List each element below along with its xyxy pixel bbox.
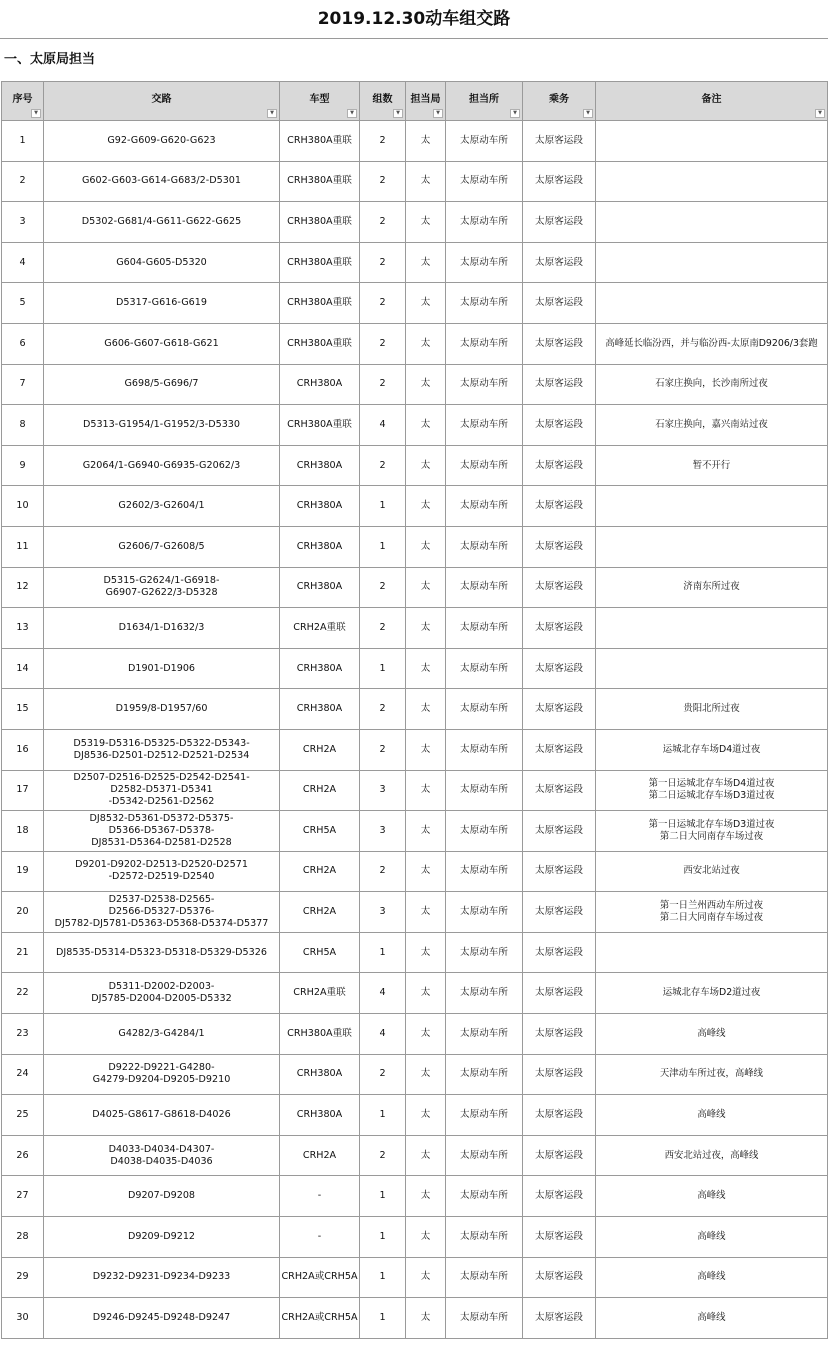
cell-note[interactable]: 高峰线: [596, 1298, 828, 1339]
header-row: [2, 82, 828, 121]
cell-bureau[interactable]: 太: [406, 526, 446, 567]
cell-type[interactable]: -: [280, 1217, 360, 1258]
cell-bureau[interactable]: 太: [406, 648, 446, 689]
cell-note[interactable]: 石家庄换向，长沙南所过夜: [596, 364, 828, 405]
cell-route[interactable]: D5302-G681/4-G611-G622-G625: [44, 202, 280, 243]
cell-sets[interactable]: 1: [360, 1176, 406, 1217]
cell-depot[interactable]: 太原动车所: [446, 1176, 523, 1217]
table-row: [2, 121, 828, 162]
cell-bureau[interactable]: 太: [406, 161, 446, 202]
column-header-bureau: 担当局 ▼: [406, 82, 446, 121]
cell-no[interactable]: 27: [2, 1176, 44, 1217]
cell-no[interactable]: 11: [2, 526, 44, 567]
table-row: [2, 445, 828, 486]
cell-route[interactable]: G606-G607-G618-G621: [44, 323, 280, 364]
cell-note[interactable]: 西安北站过夜，高峰线: [596, 1135, 828, 1176]
cell-sets[interactable]: 2: [360, 567, 406, 608]
filter-dropdown-icon[interactable]: ▼: [815, 109, 825, 118]
cell-depot[interactable]: 太原动车所: [446, 1257, 523, 1298]
cell-route[interactable]: G2064/1-G6940-G6935-G2062/3: [44, 445, 280, 486]
cell-type[interactable]: CRH380A重联: [280, 121, 360, 162]
cell-crew[interactable]: 太原客运段: [523, 1014, 596, 1055]
cell-crew[interactable]: 太原客运段: [523, 770, 596, 811]
cell-type[interactable]: -: [280, 1176, 360, 1217]
cell-type[interactable]: CRH380A重联: [280, 283, 360, 324]
cell-no[interactable]: 25: [2, 1095, 44, 1136]
cell-bureau[interactable]: 太: [406, 770, 446, 811]
table-row: [2, 648, 828, 689]
cell-route[interactable]: D1901-D1906: [44, 648, 280, 689]
cell-sets[interactable]: 2: [360, 608, 406, 649]
cell-route[interactable]: D9222-D9221-G4280- G4279-D9204-D9205-D9210: [44, 1054, 280, 1095]
table-row: [2, 851, 828, 892]
column-header-note: 备注 ▼: [596, 82, 828, 121]
cell-crew[interactable]: 太原客运段: [523, 364, 596, 405]
cell-depot[interactable]: 太原动车所: [446, 242, 523, 283]
cell-type[interactable]: CRH2A或CRH5A: [280, 1257, 360, 1298]
cell-no[interactable]: 17: [2, 770, 44, 811]
table-row: [2, 689, 828, 730]
cell-note[interactable]: [596, 648, 828, 689]
cell-crew[interactable]: 太原客运段: [523, 526, 596, 567]
table-row: [2, 1298, 828, 1339]
cell-bureau[interactable]: 太: [406, 1257, 446, 1298]
table-row: [2, 1135, 828, 1176]
table-row: [2, 323, 828, 364]
cell-bureau[interactable]: 太: [406, 689, 446, 730]
cell-sets[interactable]: 1: [360, 932, 406, 973]
cell-depot[interactable]: 太原动车所: [446, 608, 523, 649]
cell-crew[interactable]: 太原客运段: [523, 729, 596, 770]
cell-depot[interactable]: 太原动车所: [446, 1095, 523, 1136]
cell-no[interactable]: 24: [2, 1054, 44, 1095]
cell-sets[interactable]: 2: [360, 851, 406, 892]
cell-route[interactable]: D9209-D9212: [44, 1217, 280, 1258]
cell-bureau[interactable]: 太: [406, 283, 446, 324]
filter-dropdown-icon[interactable]: ▼: [583, 109, 593, 118]
table-row: [2, 161, 828, 202]
cell-crew[interactable]: 太原客运段: [523, 973, 596, 1014]
cell-note[interactable]: [596, 242, 828, 283]
cell-note[interactable]: [596, 526, 828, 567]
cell-route[interactable]: D4025-G8617-G8618-D4026: [44, 1095, 280, 1136]
cell-depot[interactable]: 太原动车所: [446, 729, 523, 770]
cell-sets[interactable]: 1: [360, 1095, 406, 1136]
cell-note[interactable]: 运城北存车场D2道过夜: [596, 973, 828, 1014]
cell-sets[interactable]: 2: [360, 121, 406, 162]
cell-depot[interactable]: 太原动车所: [446, 283, 523, 324]
cell-note[interactable]: 第一日运城北存车场D3道过夜 第二日大同南存车场过夜: [596, 811, 828, 852]
cell-type[interactable]: CRH2A: [280, 851, 360, 892]
cell-no[interactable]: 20: [2, 892, 44, 933]
cell-crew[interactable]: 太原客运段: [523, 567, 596, 608]
cell-note[interactable]: 高峰线: [596, 1176, 828, 1217]
table-row: [2, 1054, 828, 1095]
cell-note[interactable]: 高峰线: [596, 1257, 828, 1298]
table-row: [2, 567, 828, 608]
cell-sets[interactable]: 2: [360, 283, 406, 324]
cell-type[interactable]: CRH2A或CRH5A: [280, 1298, 360, 1339]
cell-sets[interactable]: 2: [360, 729, 406, 770]
cell-route[interactable]: G604-G605-D5320: [44, 242, 280, 283]
cell-no[interactable]: 14: [2, 648, 44, 689]
cell-type[interactable]: CRH2A: [280, 770, 360, 811]
cell-sets[interactable]: 2: [360, 689, 406, 730]
cell-route[interactable]: D5315-G2624/1-G6918- G6907-G2622/3-D5328: [44, 567, 280, 608]
filter-dropdown-icon[interactable]: ▼: [433, 109, 443, 118]
cell-no[interactable]: 19: [2, 851, 44, 892]
cell-note[interactable]: 运城北存车场D4道过夜: [596, 729, 828, 770]
cell-sets[interactable]: 4: [360, 973, 406, 1014]
cell-route[interactable]: D9207-D9208: [44, 1176, 280, 1217]
cell-route[interactable]: D9246-D9245-D9248-D9247: [44, 1298, 280, 1339]
cell-sets[interactable]: 2: [360, 323, 406, 364]
cell-crew[interactable]: 太原客运段: [523, 1217, 596, 1258]
cell-depot[interactable]: 太原动车所: [446, 1217, 523, 1258]
cell-sets[interactable]: 4: [360, 1014, 406, 1055]
cell-crew[interactable]: 太原客运段: [523, 1095, 596, 1136]
table-row: [2, 283, 828, 324]
cell-route[interactable]: D5313-G1954/1-G1952/3-D5330: [44, 405, 280, 446]
table-row: [2, 1257, 828, 1298]
cell-sets[interactable]: 1: [360, 1217, 406, 1258]
cell-type[interactable]: CRH380A: [280, 364, 360, 405]
cell-route[interactable]: G602-G603-G614-G683/2-D5301: [44, 161, 280, 202]
cell-bureau[interactable]: 太: [406, 405, 446, 446]
cell-no[interactable]: 29: [2, 1257, 44, 1298]
cell-sets[interactable]: 2: [360, 242, 406, 283]
cell-crew[interactable]: 太原客运段: [523, 932, 596, 973]
cell-type[interactable]: CRH380A重联: [280, 242, 360, 283]
cell-crew[interactable]: 太原客运段: [523, 892, 596, 933]
cell-route[interactable]: G92-G609-G620-G623: [44, 121, 280, 162]
cell-type[interactable]: CRH380A: [280, 1054, 360, 1095]
table-row: [2, 729, 828, 770]
cell-note[interactable]: 暂不开行: [596, 445, 828, 486]
cell-crew[interactable]: 太原客运段: [523, 242, 596, 283]
cell-no[interactable]: 8: [2, 405, 44, 446]
column-header-type: 车型 ▼: [280, 82, 360, 121]
table-row: [2, 1095, 828, 1136]
cell-sets[interactable]: 1: [360, 648, 406, 689]
cell-depot[interactable]: 太原动车所: [446, 932, 523, 973]
cell-route[interactable]: D5317-G616-G619: [44, 283, 280, 324]
cell-depot[interactable]: 太原动车所: [446, 405, 523, 446]
cell-depot[interactable]: 太原动车所: [446, 851, 523, 892]
cell-sets[interactable]: 3: [360, 770, 406, 811]
table-row: [2, 486, 828, 527]
cell-type[interactable]: CRH380A重联: [280, 405, 360, 446]
cell-crew[interactable]: 太原客运段: [523, 323, 596, 364]
cell-route[interactable]: G4282/3-G4284/1: [44, 1014, 280, 1055]
table-row: [2, 526, 828, 567]
cell-no[interactable]: 13: [2, 608, 44, 649]
cell-no[interactable]: 22: [2, 973, 44, 1014]
cell-note[interactable]: 石家庄换向，嘉兴南站过夜: [596, 405, 828, 446]
cell-note[interactable]: 高峰线: [596, 1095, 828, 1136]
cell-route[interactable]: D2507-D2516-D2525-D2542-D2541- D2582-D5371-D5341 -D5342-D2561-D2562: [44, 770, 280, 811]
cell-crew[interactable]: 太原客运段: [523, 121, 596, 162]
cell-crew[interactable]: 太原客运段: [523, 405, 596, 446]
column-header-crew: 乘务 ▼: [523, 82, 596, 121]
cell-no[interactable]: 4: [2, 242, 44, 283]
cell-bureau[interactable]: 太: [406, 1095, 446, 1136]
table-row: [2, 932, 828, 973]
cell-route[interactable]: D1959/8-D1957/60: [44, 689, 280, 730]
cell-note[interactable]: 贵阳北所过夜: [596, 689, 828, 730]
cell-crew[interactable]: 太原客运段: [523, 202, 596, 243]
cell-bureau[interactable]: 太: [406, 1298, 446, 1339]
cell-bureau[interactable]: 太: [406, 242, 446, 283]
cell-note[interactable]: [596, 608, 828, 649]
cell-no[interactable]: 6: [2, 323, 44, 364]
cell-bureau[interactable]: 太: [406, 486, 446, 527]
cell-no[interactable]: 9: [2, 445, 44, 486]
cell-type[interactable]: CRH5A: [280, 811, 360, 852]
cell-type[interactable]: CRH380A: [280, 689, 360, 730]
cell-crew[interactable]: 太原客运段: [523, 1054, 596, 1095]
cell-depot[interactable]: 太原动车所: [446, 445, 523, 486]
cell-type[interactable]: CRH380A: [280, 648, 360, 689]
filter-dropdown-icon[interactable]: ▼: [267, 109, 277, 118]
cell-bureau[interactable]: 太: [406, 1014, 446, 1055]
cell-sets[interactable]: 3: [360, 811, 406, 852]
cell-type[interactable]: CRH380A重联: [280, 202, 360, 243]
cell-note[interactable]: [596, 486, 828, 527]
cell-bureau[interactable]: 太: [406, 851, 446, 892]
cell-depot[interactable]: 太原动车所: [446, 121, 523, 162]
column-header-sets: 组数 ▼: [360, 82, 406, 121]
routing-table: [1, 81, 828, 1339]
cell-no[interactable]: 16: [2, 729, 44, 770]
cell-route[interactable]: G698/5-G696/7: [44, 364, 280, 405]
cell-bureau[interactable]: 太: [406, 445, 446, 486]
cell-depot[interactable]: 太原动车所: [446, 689, 523, 730]
cell-route[interactable]: DJ8532-D5361-D5372-D5375- D5366-D5367-D5378- DJ8531-D5364-D2581-D2528: [44, 811, 280, 852]
table-row: [2, 364, 828, 405]
cell-type[interactable]: CRH2A重联: [280, 608, 360, 649]
cell-note[interactable]: 第一日兰州西动车所过夜 第二日大同南存车场过夜: [596, 892, 828, 933]
table-row: [2, 1176, 828, 1217]
cell-bureau[interactable]: 太: [406, 323, 446, 364]
cell-bureau[interactable]: 太: [406, 1054, 446, 1095]
cell-route[interactable]: D5319-D5316-D5325-D5322-D5343- DJ8536-D2501-D2512-D2521-D2534: [44, 729, 280, 770]
cell-crew[interactable]: 太原客运段: [523, 161, 596, 202]
cell-depot[interactable]: 太原动车所: [446, 1014, 523, 1055]
cell-depot[interactable]: 太原动车所: [446, 364, 523, 405]
cell-depot[interactable]: 太原动车所: [446, 202, 523, 243]
cell-sets[interactable]: 2: [360, 202, 406, 243]
cell-bureau[interactable]: 太: [406, 567, 446, 608]
cell-type[interactable]: CRH2A重联: [280, 973, 360, 1014]
cell-crew[interactable]: 太原客运段: [523, 648, 596, 689]
cell-bureau[interactable]: 太: [406, 729, 446, 770]
cell-crew[interactable]: 太原客运段: [523, 1135, 596, 1176]
cell-type[interactable]: CRH380A: [280, 526, 360, 567]
filter-dropdown-icon[interactable]: ▼: [510, 109, 520, 118]
cell-type[interactable]: CRH2A: [280, 1135, 360, 1176]
cell-bureau[interactable]: 太: [406, 608, 446, 649]
cell-no[interactable]: 7: [2, 364, 44, 405]
column-header-no: 序号 ▼: [2, 82, 44, 121]
cell-sets[interactable]: 2: [360, 1135, 406, 1176]
cell-route[interactable]: D5311-D2002-D2003- DJ5785-D2004-D2005-D5332: [44, 973, 280, 1014]
filter-dropdown-icon[interactable]: ▼: [31, 109, 41, 118]
cell-type[interactable]: CRH380A重联: [280, 323, 360, 364]
cell-no[interactable]: 2: [2, 161, 44, 202]
cell-bureau[interactable]: 太: [406, 121, 446, 162]
cell-crew[interactable]: 太原客运段: [523, 851, 596, 892]
cell-type[interactable]: CRH380A: [280, 567, 360, 608]
cell-note[interactable]: 天津动车所过夜，高峰线: [596, 1054, 828, 1095]
cell-route[interactable]: G2602/3-G2604/1: [44, 486, 280, 527]
cell-type[interactable]: CRH380A: [280, 486, 360, 527]
cell-depot[interactable]: 太原动车所: [446, 770, 523, 811]
table-body: [2, 121, 828, 1339]
cell-no[interactable]: 10: [2, 486, 44, 527]
cell-no[interactable]: 21: [2, 932, 44, 973]
cell-bureau[interactable]: 太: [406, 202, 446, 243]
cell-note[interactable]: [596, 932, 828, 973]
table-row: [2, 202, 828, 243]
cell-note[interactable]: 高峰延长临汾西，并与临汾西-太原南D9206/3套跑: [596, 323, 828, 364]
cell-route[interactable]: D1634/1-D1632/3: [44, 608, 280, 649]
cell-type[interactable]: CRH380A: [280, 1095, 360, 1136]
cell-crew[interactable]: 太原客运段: [523, 1176, 596, 1217]
cell-type[interactable]: CRH2A: [280, 729, 360, 770]
cell-note[interactable]: 高峰线: [596, 1217, 828, 1258]
cell-depot[interactable]: 太原动车所: [446, 1135, 523, 1176]
cell-sets[interactable]: 3: [360, 892, 406, 933]
cell-crew[interactable]: 太原客运段: [523, 608, 596, 649]
cell-depot[interactable]: 太原动车所: [446, 1298, 523, 1339]
cell-depot[interactable]: 太原动车所: [446, 892, 523, 933]
cell-route[interactable]: DJ8535-D5314-D5323-D5318-D5329-D5326: [44, 932, 280, 973]
cell-type[interactable]: CRH380A重联: [280, 161, 360, 202]
cell-crew[interactable]: 太原客运段: [523, 811, 596, 852]
cell-bureau[interactable]: 太: [406, 932, 446, 973]
cell-depot[interactable]: 太原动车所: [446, 161, 523, 202]
cell-note[interactable]: [596, 161, 828, 202]
cell-bureau[interactable]: 太: [406, 364, 446, 405]
cell-crew[interactable]: 太原客运段: [523, 689, 596, 730]
column-header-route: 交路 ▼: [44, 82, 280, 121]
filter-dropdown-icon[interactable]: ▼: [347, 109, 357, 118]
cell-type[interactable]: CRH380A重联: [280, 1014, 360, 1055]
table-row: [2, 973, 828, 1014]
cell-bureau[interactable]: 太: [406, 1217, 446, 1258]
section-title: 一、太原局担当: [4, 52, 96, 67]
cell-crew[interactable]: 太原客运段: [523, 486, 596, 527]
cell-no[interactable]: 28: [2, 1217, 44, 1258]
cell-route[interactable]: D2537-D2538-D2565- D2566-D5327-D5376- DJ5782-DJ5781-D5363-D5368-D5374-D5377: [44, 892, 280, 933]
cell-no[interactable]: 3: [2, 202, 44, 243]
cell-depot[interactable]: 太原动车所: [446, 973, 523, 1014]
table-row: [2, 892, 828, 933]
cell-note[interactable]: [596, 202, 828, 243]
cell-sets[interactable]: 1: [360, 1257, 406, 1298]
cell-sets[interactable]: 1: [360, 526, 406, 567]
cell-type[interactable]: CRH380A: [280, 445, 360, 486]
cell-no[interactable]: 5: [2, 283, 44, 324]
column-header-depot: 担当所 ▼: [446, 82, 523, 121]
table-row: [2, 608, 828, 649]
cell-depot[interactable]: 太原动车所: [446, 811, 523, 852]
table-row: [2, 242, 828, 283]
cell-note[interactable]: 济南东所过夜: [596, 567, 828, 608]
table-row: [2, 811, 828, 852]
table-row: [2, 770, 828, 811]
cell-route[interactable]: G2606/7-G2608/5: [44, 526, 280, 567]
cell-bureau[interactable]: 太: [406, 892, 446, 933]
cell-no[interactable]: 1: [2, 121, 44, 162]
cell-depot[interactable]: 太原动车所: [446, 323, 523, 364]
table-row: [2, 1014, 828, 1055]
table-row: [2, 405, 828, 446]
cell-type[interactable]: CRH5A: [280, 932, 360, 973]
cell-depot[interactable]: 太原动车所: [446, 526, 523, 567]
cell-bureau[interactable]: 太: [406, 973, 446, 1014]
cell-depot[interactable]: 太原动车所: [446, 1054, 523, 1095]
cell-bureau[interactable]: 太: [406, 1135, 446, 1176]
cell-bureau[interactable]: 太: [406, 1176, 446, 1217]
cell-depot[interactable]: 太原动车所: [446, 648, 523, 689]
cell-sets[interactable]: 2: [360, 1054, 406, 1095]
cell-no[interactable]: 30: [2, 1298, 44, 1339]
cell-crew[interactable]: 太原客运段: [523, 283, 596, 324]
cell-crew[interactable]: 太原客运段: [523, 1257, 596, 1298]
cell-note[interactable]: 西安北站过夜: [596, 851, 828, 892]
cell-no[interactable]: 23: [2, 1014, 44, 1055]
cell-crew[interactable]: 太原客运段: [523, 445, 596, 486]
cell-note[interactable]: [596, 283, 828, 324]
cell-depot[interactable]: 太原动车所: [446, 486, 523, 527]
cell-sets[interactable]: 2: [360, 445, 406, 486]
cell-no[interactable]: 18: [2, 811, 44, 852]
cell-sets[interactable]: 2: [360, 161, 406, 202]
filter-dropdown-icon[interactable]: ▼: [393, 109, 403, 118]
cell-route[interactable]: D9232-D9231-D9234-D9233: [44, 1257, 280, 1298]
cell-bureau[interactable]: 太: [406, 811, 446, 852]
cell-no[interactable]: 15: [2, 689, 44, 730]
cell-type[interactable]: CRH2A: [280, 892, 360, 933]
cell-note[interactable]: 高峰线: [596, 1014, 828, 1055]
cell-sets[interactable]: 4: [360, 405, 406, 446]
cell-route[interactable]: D4033-D4034-D4307- D4038-D4035-D4036: [44, 1135, 280, 1176]
page-title: 2019.12.30动车组交路: [0, 0, 828, 39]
table-row: [2, 1217, 828, 1258]
cell-depot[interactable]: 太原动车所: [446, 567, 523, 608]
cell-route[interactable]: D9201-D9202-D2513-D2520-D2571 -D2572-D2519-D2540: [44, 851, 280, 892]
cell-crew[interactable]: 太原客运段: [523, 1298, 596, 1339]
cell-no[interactable]: 12: [2, 567, 44, 608]
cell-no[interactable]: 26: [2, 1135, 44, 1176]
cell-note[interactable]: [596, 121, 828, 162]
cell-sets[interactable]: 1: [360, 486, 406, 527]
cell-sets[interactable]: 2: [360, 364, 406, 405]
cell-sets[interactable]: 1: [360, 1298, 406, 1339]
cell-note[interactable]: 第一日运城北存车场D4道过夜 第二日运城北存车场D3道过夜: [596, 770, 828, 811]
